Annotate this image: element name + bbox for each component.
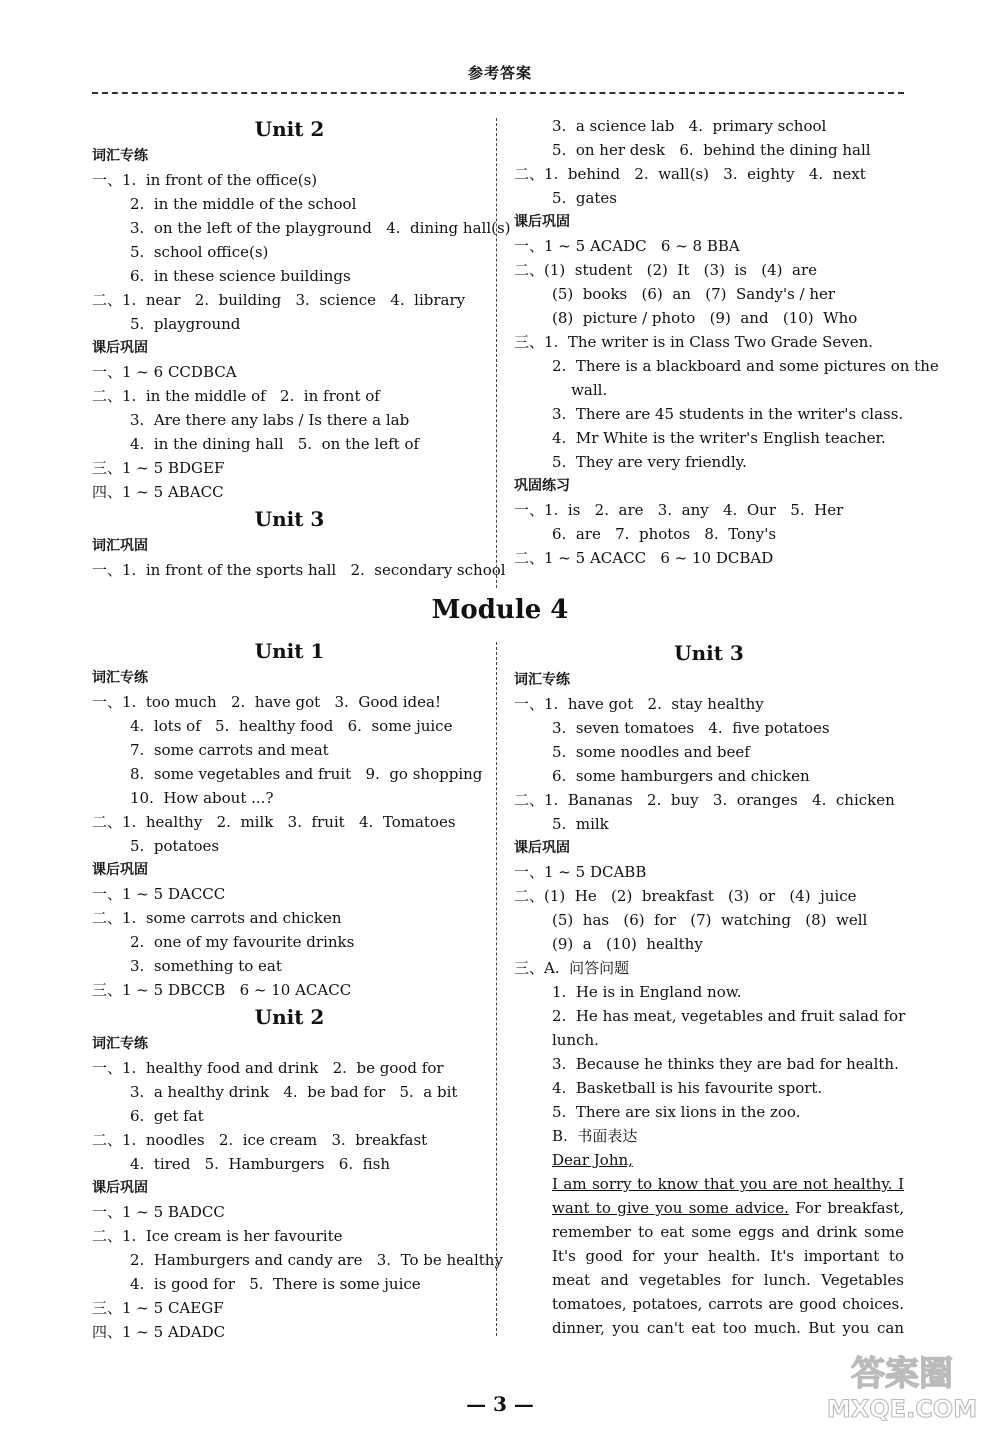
column-divider-bottom — [496, 642, 497, 1336]
answer-line-indented: 3. a healthy drink 4. be bad for 5. a bit — [130, 1083, 458, 1101]
letter-salutation-text: Dear John, — [552, 1151, 633, 1169]
letter-salutation — [514, 1148, 904, 1172]
section-heading: 词汇专练 — [92, 1036, 148, 1052]
page-header-title: 参考答案 — [467, 64, 532, 82]
section-heading: 词汇专练 — [514, 672, 570, 688]
answer-line-indented: 2. He has meat, vegetables and fruit salad for — [552, 1007, 906, 1025]
answer-line: 二、1. near 2. building 3. science 4. library — [92, 291, 466, 309]
answer-line-indented: 3. There are 45 students in the writer's class. — [552, 405, 904, 423]
section-b-right-column — [514, 638, 904, 1340]
answer-line-indented: 5. They are very friendly. — [552, 453, 747, 471]
answer-line-indented: 7. some carrots and meat — [130, 741, 329, 759]
answer-line-indented: 2. one of my favourite drinks — [130, 933, 355, 951]
column-divider-top — [496, 118, 497, 588]
answer-line-indented: 3. Are there any labs / Is there a lab — [130, 411, 410, 429]
answer-line-indented: lunch. — [552, 1031, 599, 1049]
essay-line: It's good for your health. It's important to — [552, 1247, 904, 1265]
answer-line-indented: 8. some vegetables and fruit 9. go shopping — [130, 765, 483, 783]
essay-line: dinner, you can't eat too much. But you can — [552, 1319, 904, 1337]
answer-line-indented: 5. school office(s) — [130, 243, 269, 261]
answer-line: 四、1 ~ 5 ADADC — [92, 1323, 226, 1341]
answer-line: 一、1. is 2. are 3. any 4. Our 5. Her — [514, 501, 844, 519]
section-heading: 课后巩固 — [514, 214, 570, 230]
answer-line: 一、1 ~ 5 DACCC — [92, 885, 226, 903]
answer-line: 一、1. in front of the sports hall 2. secondary school — [92, 561, 506, 579]
section-heading: 巩固练习 — [514, 478, 570, 494]
answer-line-indented: 2. in the middle of the school — [130, 195, 357, 213]
answer-line-indented: 5. some noodles and beef — [552, 743, 750, 761]
section-heading: 课后巩固 — [514, 840, 570, 856]
essay-text: For breakfast, — [788, 1199, 904, 1217]
section-heading: 词汇专练 — [92, 670, 148, 686]
watermark-line2: MXQE.COM — [826, 1395, 978, 1423]
answer-line-indented: 10. How about ...? — [130, 789, 274, 807]
answer-line-indented: 6. are 7. photos 8. Tony's — [552, 525, 777, 543]
answer-line: 一、1. have got 2. stay healthy — [514, 695, 764, 713]
section-a-right-column — [514, 114, 939, 570]
answer-line: 二、1. healthy 2. milk 3. fruit 4. Tomatoes — [92, 813, 456, 831]
answer-line-indented: 4. Mr White is the writer's English teacher. — [552, 429, 886, 447]
answer-line: 一、1 ~ 6 CCDBCA — [92, 363, 237, 381]
answer-line: 三、1 ~ 5 CAEGF — [92, 1299, 224, 1317]
essay-line: tomatoes, potatoes, carrots are good choices. — [552, 1295, 904, 1313]
answer-line-indented: 6. in these science buildings — [130, 267, 351, 285]
answer-line: 一、1. healthy food and drink 2. be good for — [92, 1059, 444, 1077]
answer-line-indented: (5) has (6) for (7) watching (8) well — [552, 911, 868, 929]
answer-line: 一、1 ~ 5 BADCC — [92, 1203, 225, 1221]
unit-heading: Unit 1 — [254, 639, 325, 663]
answer-line: 二、1. in the middle of 2. in front of — [92, 387, 380, 405]
essay-underlined-text: want to give you some advice. — [552, 1199, 789, 1217]
answer-line-indented: (9) a (10) healthy — [552, 935, 703, 953]
section-heading: 课后巩固 — [92, 862, 148, 878]
answer-line-indented: 5. milk — [552, 815, 609, 833]
answer-line: 二、1. Bananas 2. buy 3. oranges 4. chicken — [514, 791, 895, 809]
unit-heading: Unit 3 — [254, 507, 325, 531]
page-number: — 3 — — [466, 1392, 534, 1416]
answer-line: 一、1 ~ 5 DCABB — [514, 863, 647, 881]
section-heading: 词汇专练 — [92, 148, 148, 164]
answer-line: 一、1 ~ 5 ACADC 6 ~ 8 BBA — [514, 237, 740, 255]
unit-heading: Unit 2 — [254, 1005, 325, 1029]
answer-line: 二、(1) student (2) It (3) is (4) are — [514, 261, 818, 279]
answer-line-indented: 3. on the left of the playground 4. dining hall(s) — [130, 219, 511, 237]
answer-line-indented: 2. Hamburgers and candy are 3. To be healthy — [130, 1251, 503, 1269]
header-divider — [92, 92, 904, 94]
answer-line-indented: 2. There is a blackboard and some pictures on the — [552, 357, 939, 375]
answer-line: 二、1. Ice cream is her favourite — [92, 1227, 343, 1245]
answer-line-indented: (8) picture / photo (9) and (10) Who — [552, 309, 858, 327]
answer-line-indented: 5. potatoes — [130, 837, 220, 855]
answer-line-indented: 6. get fat — [130, 1107, 204, 1125]
answer-line: 二、1. some carrots and chicken — [92, 909, 342, 927]
answer-line-indented: 1. He is in England now. — [552, 983, 742, 1001]
essay-line: I am sorry to know that you are not healthy. I — [552, 1175, 904, 1193]
answer-line: 二、1. noodles 2. ice cream 3. breakfast — [92, 1131, 428, 1149]
answer-line: 三、1 ~ 5 BDGEF — [92, 459, 225, 477]
answer-line-indented: (5) books (6) an (7) Sandy's / her — [552, 285, 836, 303]
answer-line-indented: 5. on her desk 6. behind the dining hall — [552, 141, 871, 159]
answer-line: 二、1. behind 2. wall(s) 3. eighty 4. next — [514, 165, 866, 183]
answer-line-indented: 5. gates — [552, 189, 617, 207]
module-title: Module 4 — [431, 595, 569, 625]
answer-line-indented: 3. something to eat — [130, 957, 282, 975]
section-heading: 词汇巩固 — [92, 538, 148, 554]
answer-line: 一、1. too much 2. have got 3. Good idea! — [92, 693, 441, 711]
answer-line: 二、1 ~ 5 ACACC 6 ~ 10 DCBAD — [514, 549, 774, 567]
section-b-left-column — [92, 636, 503, 1344]
answer-line-indented: 3. Because he thinks they are bad for health. — [552, 1055, 899, 1073]
answer-line-indented: 4. in the dining hall 5. on the left of — [130, 435, 420, 453]
answer-line-indented: 4. tired 5. Hamburgers 6. fish — [130, 1155, 391, 1173]
watermark-logo — [812, 1345, 992, 1425]
essay-line — [514, 1196, 904, 1220]
answer-line: 二、(1) He (2) breakfast (3) or (4) juice — [514, 887, 857, 905]
section-a-left-column — [92, 114, 511, 582]
answer-line: 三、1. The writer is in Class Two Grade Seven. — [514, 333, 874, 351]
answer-line-indented: 5. playground — [130, 315, 241, 333]
section-heading: 课后巩固 — [92, 1180, 148, 1196]
answer-line: 四、1 ~ 5 ABACC — [92, 483, 224, 501]
answer-line-indented: wall. — [552, 381, 608, 399]
answer-line: 三、A. 问答问题 — [514, 959, 630, 977]
essay-line: meat and vegetables for lunch. Vegetables — [552, 1271, 904, 1289]
essay-line: remember to eat some eggs and drink some — [552, 1223, 904, 1241]
answer-line-indented: 4. lots of 5. healthy food 6. some juice — [130, 717, 453, 735]
answer-line-indented: 4. Basketball is his favourite sport. — [552, 1079, 823, 1097]
unit-heading: Unit 3 — [674, 641, 744, 665]
unit-heading: Unit 2 — [254, 117, 325, 141]
answer-line-indented: 3. a science lab 4. primary school — [552, 117, 827, 135]
section-heading: 课后巩固 — [92, 340, 148, 356]
answer-line-indented: 3. seven tomatoes 4. five potatoes — [552, 719, 830, 737]
answer-line: 一、1. in front of the office(s) — [92, 171, 318, 189]
answer-line: 三、1 ~ 5 DBCCB 6 ~ 10 ACACC — [92, 981, 352, 999]
answer-line-indented: B. 书面表达 — [552, 1127, 638, 1145]
answer-line-indented: 5. There are six lions in the zoo. — [552, 1103, 801, 1121]
watermark-line1: 答案圈 — [851, 1354, 953, 1394]
answer-line-indented: 4. is good for 5. There is some juice — [130, 1275, 421, 1293]
answer-line-indented: 6. some hamburgers and chicken — [552, 767, 810, 785]
